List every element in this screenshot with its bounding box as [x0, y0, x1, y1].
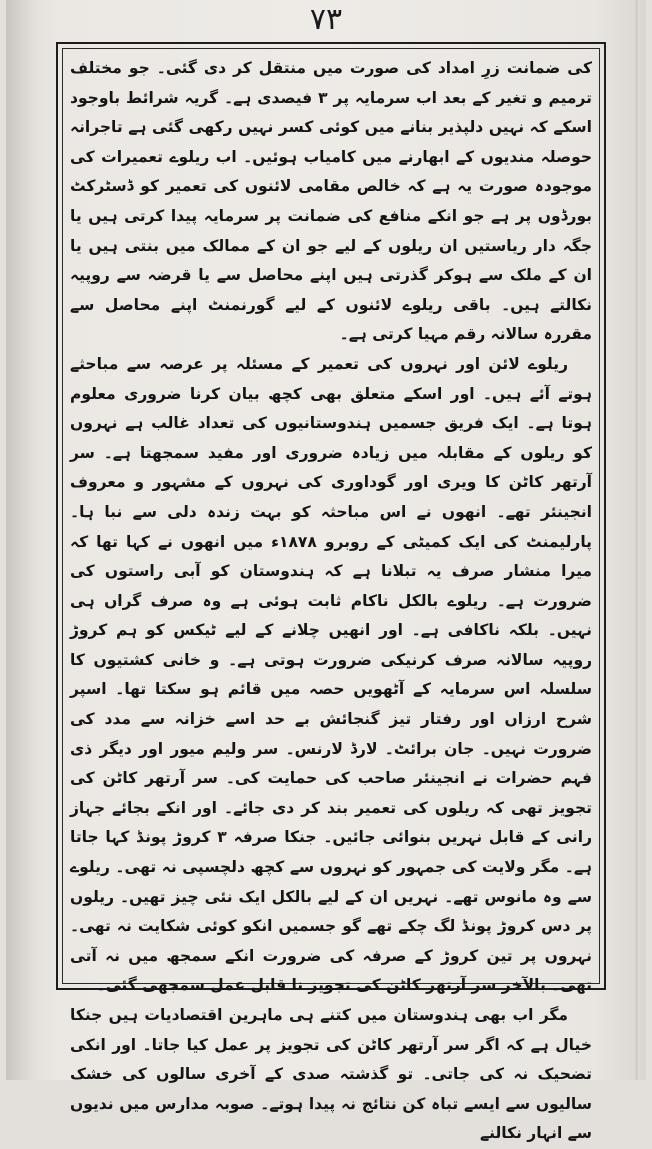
- page-fold-line: [635, 0, 638, 1080]
- text-frame: [56, 42, 606, 1143]
- page-edge-shadow: [6, 0, 36, 1080]
- paragraph: مگر اب بھی ہندوستان میں کتنے ہی ماہرین اقتصادیات ہیں جنکا خیال ہے کہ اگر سر آرتھر کاٹن کی تجویز پر عمل کیا جاتا۔ اور انکی تضحیک نہ کی جاتی۔ تو گذشتہ صدی کے آخری سالوں کی خشک سالیوں سے ایسے تباہ کن نتائج نہ پیدا ہوتے۔ صوبہ مدارس میں ندیوں سے انہار نکالنے: [70, 1006, 592, 1143]
- paragraph: کی ضمانت زرِ امداد کی صورت میں منتقل کر دی گئی۔ جو مختلف ترمیم و تغیر کے بعد اب سرمایہ پر ۳ فیصدی ہے۔ گریہ شرائط باوجود اسکے کہ نہیں دلپذیر بنانے میں کوئی کسر نہیں رکھی گئی ہے تاجرانہ حوصلہ مندیوں کے ابھارنے میں کامیاب ہوئیں۔ اب ریلوے تعمیرات کی موجودہ صورت یہ ہے کہ خالص مقامی لائنوں کی تعمیر کو ڈسٹرکٹ بورڈوں پر ہے جو انکے منافع کی ضمانت پر سرمایہ پیدا کرتی ہیں یا جگہ دار ریاستیں ان ریلوں کے لیے جو ان کے ممالک میں بنتی ہیں یا ان کے ملک سے ہوکر گذرتی ہیں اپنے محاصل سے یا قرضہ سے روپیہ نکالتے ہیں۔ باقی ریلوے لائنوں کے لیے گورنمنٹ اپنے محاصل سے مقررہ سالانہ رقم مہیا کرتی ہے۔: [70, 59, 592, 344]
- urdu-text-body: [70, 54, 592, 1149]
- page-number: ۷۳: [309, 2, 343, 37]
- book-page: [6, 0, 646, 1143]
- paragraph: ریلوے لائن اور نہروں کی تعمیر کے مسئلہ پر عرصہ سے مباحثے ہوتے آئے ہیں۔ اور اسکے متعلق بھی کچھ بیان کرنا ضروری معلوم ہوتا ہے۔ ایک فریق جسمیں ہندوستانیوں کی تعداد غالب ہے نہروں کو ریلوں کے مقابلہ میں زیادہ ضروری اور مفید سمجھتا ہے۔ سر آرتھر کاٹن کا ویری اور گوداوری کی نہروں کے مشہور و معروف انجینئر تھے۔ انھوں نے اس مباحثہ کو بہت زندہ دلی سے نبا ہا۔ پارلیمنٹ کی ایک کمیٹی کے روبرو ۱۸۷۸ء میں انھوں نے کہا تھا کہ میرا منشار صرف یہ تبلانا ہے کہ ہندوستان کو آبی راستوں کی ضرورت ہے۔ ریلوے بالکل ناکام ثابت ہوئی ہے وہ صرف گراں ہی نہیں۔ بلکہ ناکافی ہے۔ اور انھیں چلانے کے لیے ٹیکس کو ہم کروڑ روپیہ سالانہ صرف کرنیکی ضرورت ہوتی ہے۔ و خانی کشتیوں کا سلسلہ اس سرمایہ کے آٹھویں حصہ میں قائم ہو سکتا تھا۔ اسپر شرح ارزاں اور رفتار تیز گنجائش بے حد اسے خزانہ سے مدد کی ضرورت نہیں۔ جان برائٹ۔ لارڈ لارنس۔ سر ولیم میور اور دیگر ذی فہم حضرات نے انجینئر صاحب کی حمایت کی۔ سر آرتھر کاٹن کی تجویز تھی کہ ریلوں کی تعمیر بند کر دی جائے۔ اور انکے بجائے جہاز رانی کے قابل نہریں بنوائی جائیں۔ جنکا صرفہ ۳ کروڑ پونڈ کہا جاتا ہے۔ مگر ولایت کی جمہور کو نہروں سے کچھ دلچسپی نہ تھی۔ ریلوے سے وہ مانوس تھے۔ نہریں ان کے لیے بالکل ایک نئی چیز تھیں۔ ریلوں پر دس کروڑ پونڈ لگ چکے تھے گو جسمیں انکو کوئی شکایت نہ تھی۔ نہروں پر تین کروڑ کے صرفہ کی ضرورت انکے سمجھ میں نہ آتی تھی۔ بالآخر سر آرتھر کاٹن کی تجویز نا قابل عمل سمجھی گئی۔: [70, 354, 592, 995]
